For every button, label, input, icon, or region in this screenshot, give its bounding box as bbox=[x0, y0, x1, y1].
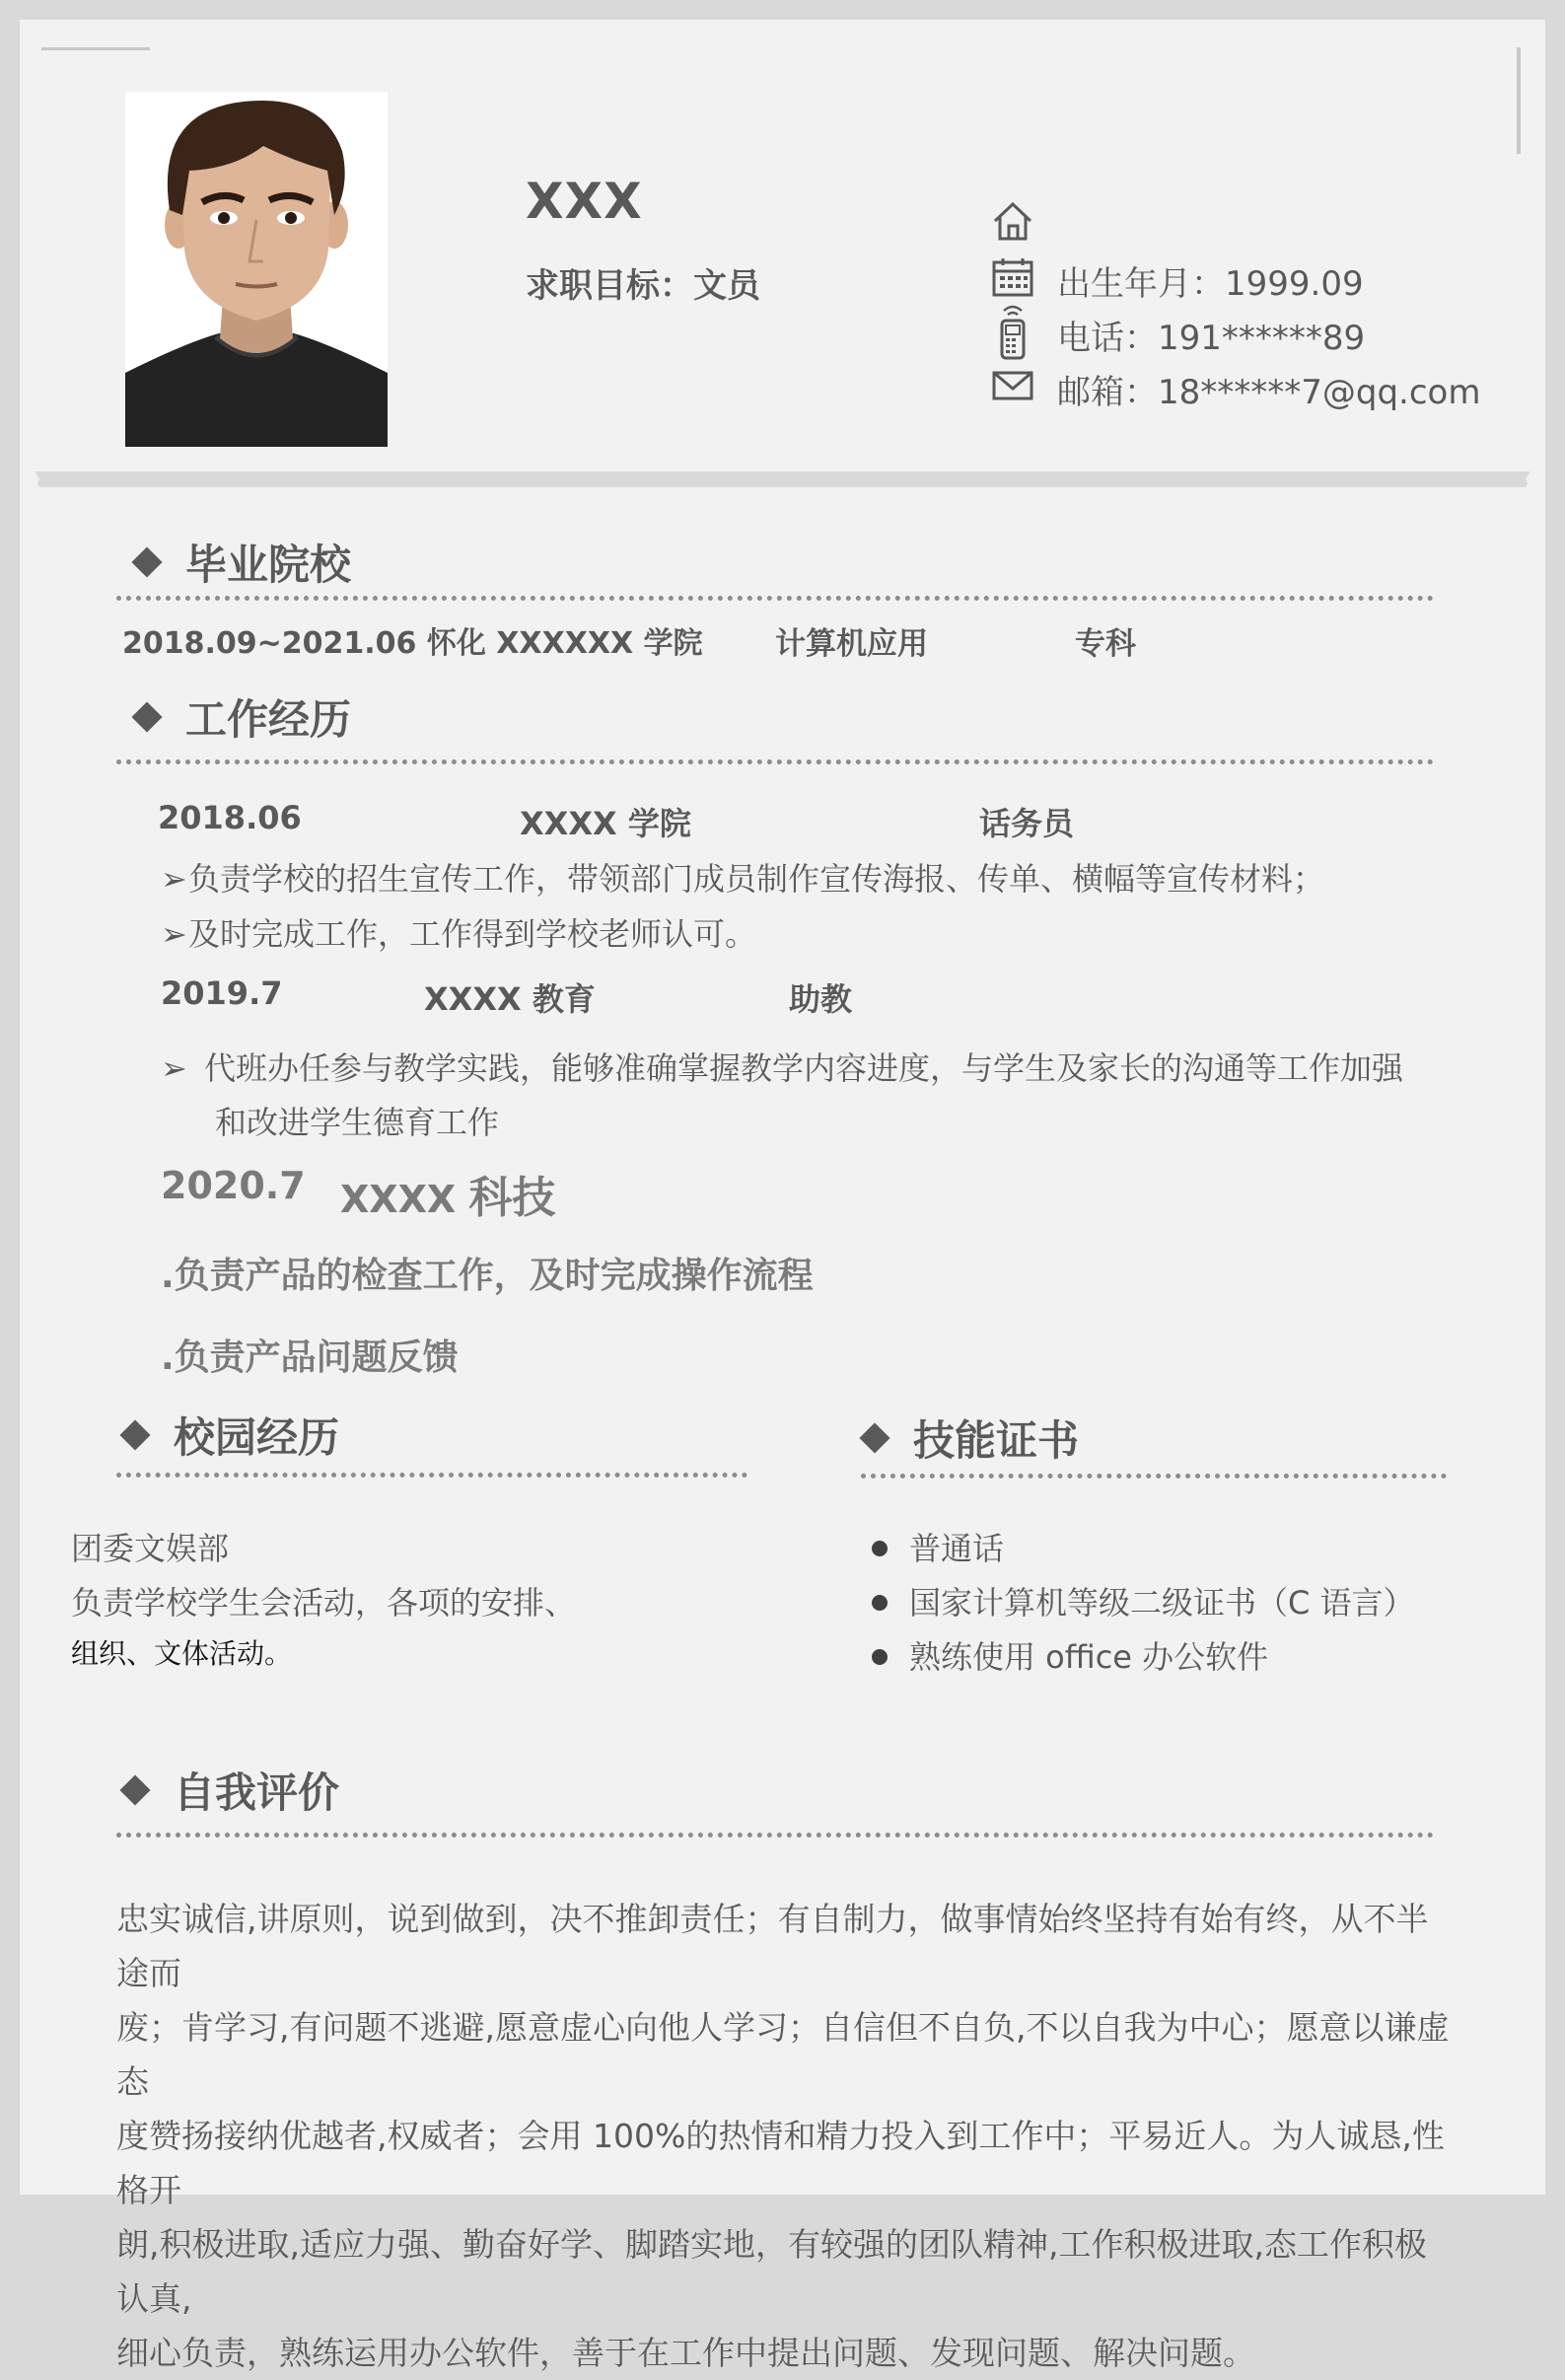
self-eval-line-4: 朗,积极进取,适应力强、勤奋好学、脚踏实地，有较强的团队精神,工作积极进取,态工作积极认真, bbox=[116, 2225, 1427, 2318]
work-divider bbox=[116, 759, 1434, 764]
self-eval-divider bbox=[116, 1833, 1434, 1838]
job-1-org: XXXX 学院 bbox=[520, 805, 691, 842]
body-left-notch bbox=[20, 454, 39, 487]
job-3-item-2: .负责产品问题反馈 bbox=[161, 1337, 459, 1378]
education-degree: 专科 bbox=[1075, 626, 1136, 662]
diamond-bullet-icon bbox=[119, 1774, 150, 1805]
job-3-date: 2020.7 bbox=[161, 1164, 306, 1207]
objective-value: 文员 bbox=[693, 266, 760, 306]
job-objective bbox=[526, 258, 760, 307]
self-eval-title-text: 自我评价 bbox=[174, 1768, 340, 1817]
campus-line-3: 组织、文体活动。 bbox=[71, 1637, 293, 1670]
skill-item-3: 熟练使用 office 办公软件 bbox=[872, 1632, 1268, 1678]
dot-bullet-icon bbox=[872, 1595, 888, 1611]
diamond-bullet-icon bbox=[859, 1422, 889, 1453]
diamond-bullet-icon bbox=[131, 546, 162, 577]
dot-bullet-icon bbox=[872, 1541, 888, 1556]
email-address: 邮箱：18******7@qq.com bbox=[1057, 373, 1481, 412]
education-divider bbox=[116, 596, 1434, 601]
arrow-bullet-icon: ➢ bbox=[161, 860, 187, 898]
job-2-org: XXXX 教育 bbox=[424, 980, 596, 1018]
self-eval-line-3: 度赞扬接纳优越者,权威者；会用 100%的热情和精力投入到工作中；平易近人。为人诚恳,性格开 bbox=[116, 2117, 1445, 2209]
work-title-text: 工作经历 bbox=[185, 695, 352, 744]
education-period-school: 2018.09~2021.06 怀化 XXXXXX 学院 bbox=[122, 626, 703, 661]
job-3-org: XXXX 科技 bbox=[340, 1173, 556, 1223]
birth-date: 出生年月：1999.09 bbox=[1057, 264, 1364, 304]
mail-icon bbox=[991, 370, 1034, 405]
body-right-notch bbox=[1526, 454, 1545, 487]
self-eval-title bbox=[118, 1761, 339, 1820]
job-2-item-1: ➢ 代班办任参与教学实践，能够准确掌握教学内容进度，与学生及家长的沟通等工作加强 bbox=[161, 1049, 1404, 1087]
arrow-bullet-icon: ➢ bbox=[161, 1049, 187, 1087]
job-1-role: 话务员 bbox=[979, 805, 1075, 842]
skills-divider bbox=[861, 1474, 1447, 1478]
education-title bbox=[130, 533, 351, 592]
job-1-item-1: ➢负责学校的招生宣传工作，带领部门成员制作宣传海报、传单、横幅等宣传材料； bbox=[161, 860, 1325, 898]
education-major: 计算机应用 bbox=[775, 626, 928, 662]
campus-title-text: 校园经历 bbox=[174, 1413, 340, 1462]
diamond-bullet-icon bbox=[131, 701, 162, 732]
calendar-icon bbox=[991, 256, 1034, 302]
home-icon bbox=[991, 199, 1034, 247]
candidate-name: XXX bbox=[526, 173, 643, 230]
job-2-role: 助教 bbox=[789, 980, 853, 1018]
objective-label: 求职目标： bbox=[526, 266, 693, 306]
job-1-item-2: ➢及时完成工作，工作得到学校老师认可。 bbox=[161, 915, 757, 953]
campus-line-2: 负责学校学生会活动，各项的安排、 bbox=[71, 1584, 577, 1622]
skills-title-text: 技能证书 bbox=[913, 1416, 1080, 1465]
skill-item-1: 普通话 bbox=[872, 1524, 1004, 1569]
campus-divider bbox=[116, 1473, 747, 1478]
self-eval-line-1: 忠实诚信,讲原则，说到做到，决不推卸责任；有自制力，做事情始终坚持有始有终，从不半途而 bbox=[116, 1900, 1429, 1992]
phone-icon bbox=[994, 301, 1031, 366]
top-left-deco-line bbox=[41, 47, 150, 50]
job-2-date: 2019.7 bbox=[161, 974, 283, 1012]
diamond-bullet-icon bbox=[119, 1419, 150, 1450]
work-title bbox=[130, 687, 351, 747]
profile-photo bbox=[125, 92, 388, 447]
dot-bullet-icon bbox=[872, 1649, 888, 1665]
phone-number: 电话：191******89 bbox=[1057, 319, 1366, 358]
self-eval-paragraph bbox=[116, 1892, 1458, 2380]
self-eval-line-5: 细心负责，熟练运用办公软件，善于在工作中提出问题、发现问题、解决问题。 bbox=[116, 2334, 1255, 2372]
campus-title bbox=[118, 1406, 339, 1465]
job-3-item-1: .负责产品的检查工作，及时完成操作流程 bbox=[161, 1256, 814, 1296]
job-2-item-2: 和改进学生德育工作 bbox=[215, 1104, 500, 1141]
self-eval-line-2: 废；肯学习,有问题不逃避,愿意虚心向他人学习；自信但不自负,不以自我为中心；愿意以谦虚态 bbox=[116, 2008, 1450, 2101]
education-title-text: 毕业院校 bbox=[185, 541, 352, 589]
skills-title bbox=[858, 1408, 1079, 1468]
skill-item-2: 国家计算机等级二级证书（C 语言） bbox=[872, 1578, 1415, 1623]
job-1-date: 2018.06 bbox=[158, 799, 302, 836]
top-right-deco-line bbox=[1517, 47, 1521, 154]
arrow-bullet-icon: ➢ bbox=[161, 915, 187, 953]
campus-line-1: 团委文娱部 bbox=[71, 1530, 230, 1567]
